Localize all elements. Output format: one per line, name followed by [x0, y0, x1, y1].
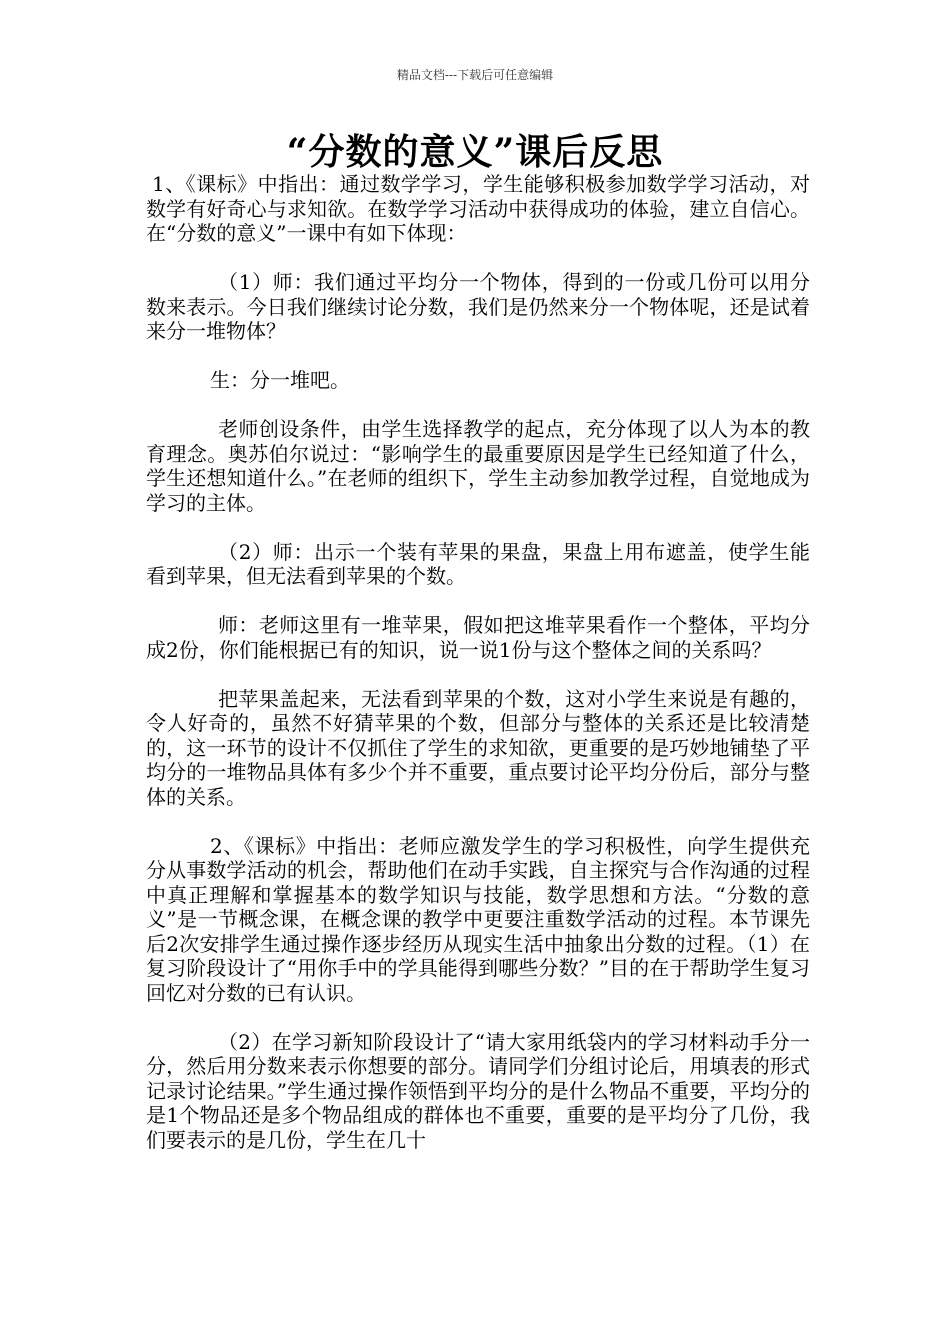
paragraph-8: 2、《课标》中指出：老师应激发学生的学习积极性，向学生提供充分从事数学活动的机会，帮助他们在动手实践，自主探究与合作沟通的过程中真正理解和掌握基本的数学知识与技能，数学思想和方法。“分数的意义”是一节概念课，在概念课的教学中更要注重数学活动的过程。本节课先后2次安排学生通过操作逐步经历从现实生活中抽象出分数的过程。（1）在复习阶段设计了“用你手中的学具能得到哪些分数？”目的在于帮助学生复习回忆对分数的已有认识。 [146, 833, 810, 1005]
paragraph-4: 老师创设条件，由学生选择教学的起点，充分体现了以人为本的教育理念。奥苏伯尔说过：“影响学生的最重要原因是学生已经知道了什么，学生还想知道什么。”在老师的组织下，学生主动参加教学过程，自觉地成为学习的主体。 [146, 417, 810, 515]
header-note: 精品文档---下载后可任意编辑 [396, 68, 554, 82]
paragraph-9: （2）在学习新知阶段设计了“请大家用纸袋内的学习材料动手分一分，然后用分数来表示你想要的部分。请同学们分组讨论后，用填表的形式记录讨论结果。”学生通过操作领悟到平均分的是什么物品不重要，平均分的是1个物品还是多个物品组成的群体也不重要，重要的是平均分了几份，我们要表示的是几份，学生在几十 [146, 1029, 810, 1152]
paragraph-3: 生：分一堆吧。 [210, 368, 350, 392]
document-title: “分数的意义”课后反思 [286, 131, 664, 173]
paragraph-6: 师：老师这里有一堆苹果，假如把这堆苹果看作一个整体，平均分成2份，你们能根据已有的知识，说一说1份与这个整体之间的关系吗？ [146, 613, 810, 662]
paragraph-1: 1、《课标》中指出：通过数学学习，学生能够积极参加数学学习活动，对数学有好奇心与求知欲。在数学学习活动中获得成功的体验，建立自信心。在“分数的意义”一课中有如下体现： [146, 172, 810, 245]
paragraph-2: （1）师：我们通过平均分一个物体，得到的一份或几份可以用分数来表示。今日我们继续讨论分数，我们是仍然来分一个物体呢，还是试着来分一堆物体？ [146, 270, 810, 343]
document-body [146, 172, 810, 1177]
paragraph-5: （2）师：出示一个装有苹果的果盘，果盘上用布遮盖，使学生能看到苹果，但无法看到苹果的个数。 [146, 539, 810, 588]
paragraph-7: 把苹果盖起来，无法看到苹果的个数，这对小学生来说是有趣的，令人好奇的，虽然不好猜苹果的个数，但部分与整体的关系还是比较清楚的，这一环节的设计不仅抓住了学生的求知欲，更重要的是巧妙地铺垫了平均分的一堆物品具体有多少个并不重要，重点要讨论平均分份后，部分与整体的关系。 [146, 686, 810, 809]
